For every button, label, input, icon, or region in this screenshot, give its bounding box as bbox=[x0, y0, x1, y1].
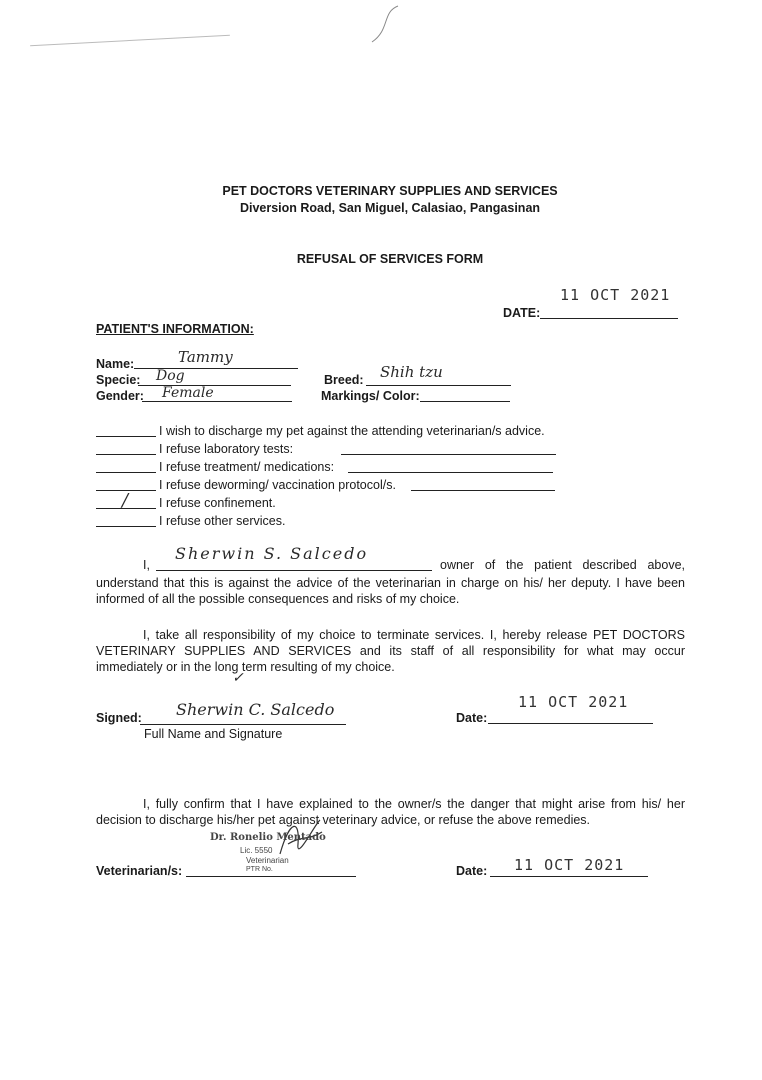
company-address: Diversion Road, San Miguel, Calasiao, Pangasinan bbox=[239, 201, 541, 215]
owner-name: Sherwin S. Salcedo bbox=[175, 544, 369, 563]
option-row bbox=[96, 424, 696, 442]
option-row bbox=[96, 442, 696, 460]
name-label: Name: bbox=[96, 357, 135, 371]
option-row bbox=[96, 490, 696, 514]
breed-value: Shih tzu bbox=[380, 363, 443, 381]
option-row bbox=[96, 478, 696, 496]
markings-line bbox=[420, 401, 510, 402]
option-text: I refuse other services. bbox=[159, 514, 286, 528]
specie-label: Specie: bbox=[96, 373, 141, 387]
option-blank bbox=[96, 454, 156, 455]
breed-line bbox=[366, 385, 511, 386]
option-text: I refuse treatment/ medications: bbox=[159, 460, 335, 474]
vet-date-label: Date: bbox=[456, 864, 488, 878]
option-row bbox=[96, 460, 696, 478]
vet-stamp-role: Veterinarian bbox=[246, 856, 289, 865]
signature-value: Sherwin C. Salcedo bbox=[176, 700, 335, 719]
signature-caption: Full Name and Signature bbox=[144, 727, 283, 741]
vet-stamp bbox=[210, 822, 350, 878]
confirmation-text: I, fully confirm that I have explained to the owner/s the danger that might arise from his/ her decision to discharge his/her pet against veterinary advice, or refuse the above remedies. bbox=[96, 797, 685, 827]
date-stamp: 11 OCT 2021 bbox=[560, 286, 671, 304]
option-detail-line bbox=[411, 490, 555, 491]
responsibility-text: I, take all responsibility of my choice to terminate services. I, hereby release PET DOCTORS VETERINARY SUPPLIES AND SERVICES and its staff of all responsibility for what may occur immediately or in the long term resulting of my choice. bbox=[96, 628, 685, 674]
name-value: Tammy bbox=[178, 348, 233, 366]
option-blank bbox=[96, 526, 156, 527]
statement-prefix: I, bbox=[143, 558, 150, 572]
veterinarian-label: Veterinarian/s: bbox=[96, 864, 183, 878]
vet-stamp-license: Lic. 5550 bbox=[240, 846, 273, 855]
option-blank bbox=[96, 436, 156, 437]
option-blank bbox=[96, 472, 156, 473]
option-text: I refuse laboratory tests: bbox=[159, 442, 294, 456]
statement-line1-rest: owner of the patient described above, bbox=[440, 558, 685, 572]
scan-edge-line bbox=[30, 35, 230, 46]
option-text: I refuse confinement. bbox=[159, 496, 276, 510]
gender-label: Gender: bbox=[96, 389, 144, 403]
signature-date-line bbox=[488, 723, 653, 724]
patient-info-heading: PATIENT'S INFORMATION: bbox=[96, 322, 254, 336]
breed-label: Breed: bbox=[324, 373, 364, 387]
gender-line bbox=[142, 401, 292, 402]
option-row bbox=[96, 514, 696, 532]
gender-value: Female bbox=[162, 385, 214, 401]
vet-stamp-ptr: PTR No. bbox=[246, 866, 273, 873]
signature-date-label: Date: bbox=[456, 711, 488, 725]
form-title: REFUSAL OF SERVICES FORM bbox=[296, 252, 484, 266]
vet-date-line bbox=[490, 876, 648, 877]
vet-stamp-name: Dr. Ronelio Mentado bbox=[210, 832, 326, 843]
date-label: DATE: bbox=[503, 306, 541, 320]
option-detail-line bbox=[348, 472, 553, 473]
signed-label: Signed: bbox=[96, 711, 142, 725]
markings-label: Markings/ Color: bbox=[321, 389, 420, 403]
vet-date-stamp: 11 OCT 2021 bbox=[514, 856, 625, 874]
signature-initial-mark: ✓ bbox=[232, 670, 244, 686]
date-line bbox=[540, 318, 678, 319]
option-text: I refuse deworming/ vaccination protocol/s. bbox=[159, 478, 396, 492]
option-mark: / bbox=[122, 490, 129, 511]
company-name: PET DOCTORS VETERINARY SUPPLIES AND SERVICES bbox=[222, 184, 558, 198]
specie-value: Dog bbox=[156, 368, 185, 384]
owner-name-line bbox=[156, 570, 432, 571]
scan-mark bbox=[360, 2, 410, 46]
signature-line bbox=[140, 724, 346, 725]
veterinarian-line bbox=[186, 876, 356, 877]
statement-body: understand that this is against the advice of the veterinarian in charge on his/ her deputy. I have been informed of all the possible consequences and risks of my choice. bbox=[96, 576, 685, 606]
signature-date-stamp: 11 OCT 2021 bbox=[518, 693, 629, 711]
option-text: I wish to discharge my pet against the attending veterinarian/s advice. bbox=[159, 424, 545, 438]
specie-line bbox=[138, 385, 291, 386]
option-detail-line bbox=[341, 454, 556, 455]
